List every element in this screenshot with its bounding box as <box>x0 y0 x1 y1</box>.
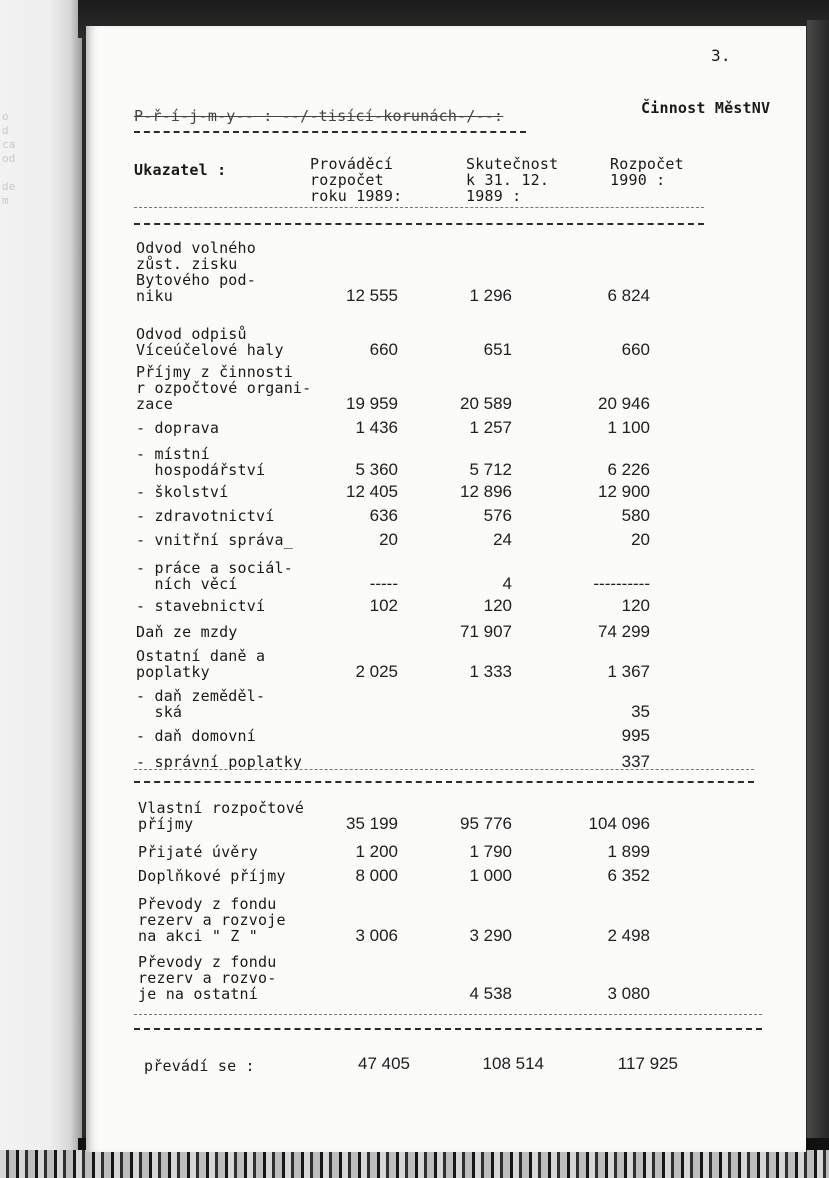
row-value-col2: 5 712 <box>469 460 512 479</box>
row-value-col3: 20 946 <box>598 394 650 413</box>
header-col1-line: Prováděcí <box>310 155 394 173</box>
row-value-col2: 1 790 <box>469 842 512 861</box>
row-label: zace <box>136 395 173 413</box>
row-value-col2: 20 589 <box>460 394 512 413</box>
row-label: Převody z fondu <box>138 953 277 971</box>
heading-rule <box>134 131 526 133</box>
row-value-col3: 1 100 <box>607 418 650 437</box>
header-col1-line: rozpočet <box>310 171 384 189</box>
row-value-col2: 4 <box>502 574 512 593</box>
row-label: Daň ze mzdy <box>136 623 238 641</box>
row-value-col3: 580 <box>621 506 650 525</box>
row-value-col1: 20 <box>379 530 398 549</box>
header-col2-line: k 31. 12. <box>466 171 550 189</box>
document-heading: P-ř-í-j-m-y-- : --/-tisící-korunách-/--: <box>134 107 504 125</box>
row-value-col3: 995 <box>621 726 650 745</box>
row-value-col2: 651 <box>483 340 512 359</box>
row-label: - stavebnictví <box>136 597 266 615</box>
total-underline <box>134 1014 762 1015</box>
page-number: 3. <box>711 46 731 65</box>
row-value-col1: 8 000 <box>355 866 398 885</box>
row-label: r ozpočtové organi- <box>136 379 312 397</box>
row-value-col2: 576 <box>483 506 512 525</box>
row-value-col2: 1 296 <box>469 286 512 305</box>
header-col3-line: 1990 : <box>610 171 666 189</box>
row-value-col3: 6 824 <box>607 286 650 305</box>
row-label: Příjmy z činnosti <box>136 363 293 381</box>
row-value-col3: 6 226 <box>607 460 650 479</box>
scanner-right-border <box>807 20 829 1160</box>
row-value-col1: 1 436 <box>355 418 398 437</box>
row-value-col2: 12 896 <box>460 482 512 501</box>
row-value-col3: 337 <box>621 752 650 771</box>
total-col1: 47 405 <box>358 1054 410 1073</box>
row-label: Ostatní daně a <box>136 647 266 665</box>
row-label: ních věcí <box>136 575 238 593</box>
row-label: - daň domovní <box>136 727 256 745</box>
row-label: niku <box>136 287 173 305</box>
row-label: - místní <box>136 445 210 463</box>
section-underline <box>134 769 754 770</box>
row-value-col2: 24 <box>493 530 512 549</box>
row-value-col2: 1 333 <box>469 662 512 681</box>
total-col3: 117 925 <box>617 1054 678 1073</box>
document-page <box>86 26 806 1152</box>
row-label: - správní poplatky <box>136 753 303 771</box>
row-label: hospodářství <box>136 461 266 479</box>
row-value-col2: 120 <box>483 596 512 615</box>
header-indicator: Ukazatel : <box>134 161 227 179</box>
row-label: je na ostatní <box>138 985 258 1003</box>
row-value-col3: 12 900 <box>598 482 650 501</box>
row-label: zůst. zisku <box>136 255 238 273</box>
row-value-col2: 1 000 <box>469 866 512 885</box>
row-value-col1: 1 200 <box>355 842 398 861</box>
row-value-col1: 660 <box>369 340 398 359</box>
row-label: - zdravotnictví <box>136 507 275 525</box>
scanner-bottom-noise <box>0 1150 829 1178</box>
row-value-col1: 19 959 <box>346 394 398 413</box>
row-value-col2: 71 907 <box>460 622 512 641</box>
row-label: Přijaté úvěry <box>138 843 258 861</box>
row-value-col1: 12 555 <box>346 286 398 305</box>
row-value-col2: 4 538 <box>469 984 512 1003</box>
row-label: Odvod odpisů <box>136 325 247 343</box>
row-label: příjmy <box>138 815 194 833</box>
header-col2-line: 1989 : <box>466 187 522 205</box>
row-label: Převody z fondu <box>138 895 277 913</box>
row-value-col1: 2 025 <box>355 662 398 681</box>
row-label: Vlastní rozpočtové <box>138 799 305 817</box>
row-value-col3: ---------- <box>593 574 650 593</box>
header-col3-line: Rozpočet <box>610 155 684 173</box>
row-value-col3: 35 <box>631 702 650 721</box>
row-value-col3: 1 367 <box>607 662 650 681</box>
row-value-col1: 3 006 <box>355 926 398 945</box>
row-label: - doprava <box>136 419 220 437</box>
row-label: Odvod volného <box>136 239 256 257</box>
row-label: poplatky <box>136 663 210 681</box>
row-label: - školství <box>136 483 229 501</box>
row-value-col1: 5 360 <box>355 460 398 479</box>
row-value-col1: 102 <box>369 596 398 615</box>
row-label: Bytového pod- <box>136 271 256 289</box>
header-rule <box>134 223 704 225</box>
row-value-col3: 6 352 <box>607 866 650 885</box>
row-value-col3: 1 899 <box>607 842 650 861</box>
row-value-col3: 74 299 <box>598 622 650 641</box>
row-label: Víceúčelové haly <box>136 341 284 359</box>
row-value-col3: 104 096 <box>588 814 650 833</box>
header-col2-line: Skutečnost <box>466 155 559 173</box>
row-label: Doplňkové příjmy <box>138 867 286 885</box>
row-value-col2: 3 290 <box>469 926 512 945</box>
row-value-col2: 1 257 <box>469 418 512 437</box>
total-rule <box>134 1028 762 1030</box>
row-label: - vnitřní správa_ <box>136 531 293 549</box>
row-value-col2: 95 776 <box>460 814 512 833</box>
row-label: rezerv a rozvo- <box>138 969 277 987</box>
header-col1-line: roku 1989: <box>310 187 403 205</box>
row-value-col3: 2 498 <box>607 926 650 945</box>
row-label: - daň zeměděl- <box>136 687 266 705</box>
row-value-col3: 120 <box>621 596 650 615</box>
row-value-col1: 636 <box>369 506 398 525</box>
row-value-col1: ----- <box>369 574 398 593</box>
row-value-col3: 3 080 <box>607 984 650 1003</box>
row-value-col1: 35 199 <box>346 814 398 833</box>
total-col2: 108 514 <box>482 1054 544 1073</box>
row-label: ská <box>136 703 183 721</box>
facing-page-bleed-through: o d ca od de m <box>2 110 16 207</box>
section-rule <box>134 781 754 783</box>
row-label: na akci " Z " <box>138 927 258 945</box>
row-value-col1: 12 405 <box>346 482 398 501</box>
row-value-col3: 20 <box>631 530 650 549</box>
row-value-col3: 660 <box>621 340 650 359</box>
row-label: rezerv a rozvoje <box>138 911 286 929</box>
section-label: Činnost MěstNV <box>641 99 771 117</box>
facing-page <box>0 0 82 1160</box>
header-underline <box>134 207 704 208</box>
total-label: převádí se : <box>144 1057 255 1075</box>
row-label: - práce a sociál- <box>136 559 293 577</box>
